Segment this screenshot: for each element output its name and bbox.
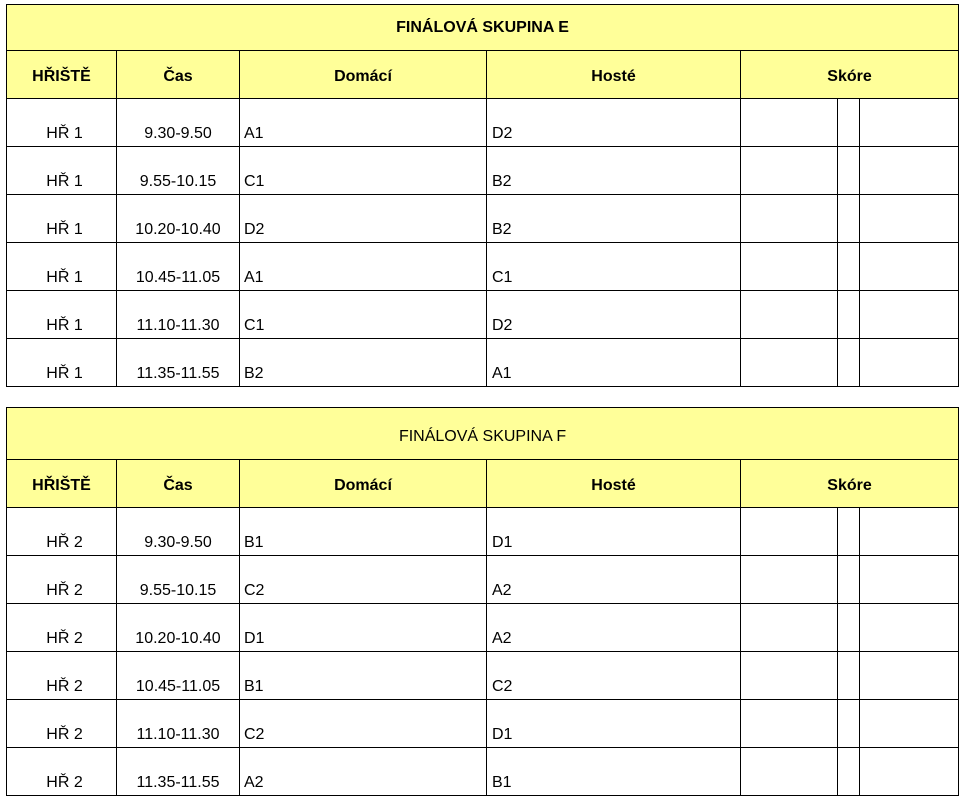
home-score-cell[interactable] <box>741 748 838 796</box>
home-team-cell: C1 <box>240 291 487 339</box>
column-header-time: Čas <box>117 51 240 99</box>
away-score-cell[interactable] <box>860 243 959 291</box>
away-team-cell: D2 <box>487 99 741 147</box>
home-team-cell: B2 <box>240 339 487 387</box>
time-cell: 11.10-11.30 <box>117 291 240 339</box>
table-row <box>7 748 959 796</box>
away-score-cell[interactable] <box>860 99 959 147</box>
home-team-cell: C2 <box>240 556 487 604</box>
table-row <box>7 243 959 291</box>
table-row <box>7 291 959 339</box>
field-cell: HŘ 2 <box>7 700 117 748</box>
field-cell: HŘ 2 <box>7 604 117 652</box>
home-score-cell[interactable] <box>741 195 838 243</box>
table-row <box>7 147 959 195</box>
score-separator-cell <box>838 195 860 243</box>
score-separator-cell <box>838 748 860 796</box>
home-team-cell: C1 <box>240 147 487 195</box>
table-row <box>7 195 959 243</box>
time-cell: 10.20-10.40 <box>117 195 240 243</box>
field-cell: HŘ 1 <box>7 99 117 147</box>
time-cell: 10.20-10.40 <box>117 604 240 652</box>
field-cell: HŘ 1 <box>7 291 117 339</box>
score-separator-cell <box>838 99 860 147</box>
away-team-cell: C1 <box>487 243 741 291</box>
score-separator-cell <box>838 604 860 652</box>
away-score-cell[interactable] <box>860 508 959 556</box>
table-row <box>7 508 959 556</box>
home-score-cell[interactable] <box>741 556 838 604</box>
time-cell: 11.35-11.55 <box>117 339 240 387</box>
away-team-cell: B2 <box>487 147 741 195</box>
table-row <box>7 604 959 652</box>
field-cell: HŘ 1 <box>7 147 117 195</box>
column-header-away: Hosté <box>487 460 741 508</box>
group-title: FINÁLOVÁ SKUPINA F <box>7 408 959 460</box>
group-title: FINÁLOVÁ SKUPINA E <box>7 5 959 51</box>
home-team-cell: D2 <box>240 195 487 243</box>
away-team-cell: A2 <box>487 604 741 652</box>
home-team-cell: B1 <box>240 508 487 556</box>
away-team-cell: C2 <box>487 652 741 700</box>
time-cell: 10.45-11.05 <box>117 652 240 700</box>
time-cell: 9.55-10.15 <box>117 556 240 604</box>
time-cell: 11.35-11.55 <box>117 748 240 796</box>
time-cell: 10.45-11.05 <box>117 243 240 291</box>
group-f-table <box>6 407 958 796</box>
away-team-cell: D2 <box>487 291 741 339</box>
score-separator-cell <box>838 147 860 195</box>
home-score-cell[interactable] <box>741 652 838 700</box>
score-separator-cell <box>838 700 860 748</box>
table-row <box>7 556 959 604</box>
home-team-cell: A1 <box>240 99 487 147</box>
time-cell: 11.10-11.30 <box>117 700 240 748</box>
table-row <box>7 700 959 748</box>
table-row <box>7 652 959 700</box>
home-score-cell[interactable] <box>741 508 838 556</box>
away-score-cell[interactable] <box>860 556 959 604</box>
away-team-cell: B1 <box>487 748 741 796</box>
score-separator-cell <box>838 339 860 387</box>
away-score-cell[interactable] <box>860 604 959 652</box>
column-header-field: HŘIŠTĚ <box>7 460 117 508</box>
away-team-cell: A1 <box>487 339 741 387</box>
away-team-cell: A2 <box>487 556 741 604</box>
home-score-cell[interactable] <box>741 291 838 339</box>
score-separator-cell <box>838 508 860 556</box>
home-score-cell[interactable] <box>741 604 838 652</box>
field-cell: HŘ 2 <box>7 508 117 556</box>
home-team-cell: D1 <box>240 604 487 652</box>
score-separator-cell <box>838 291 860 339</box>
time-cell: 9.55-10.15 <box>117 147 240 195</box>
field-cell: HŘ 1 <box>7 339 117 387</box>
column-header-away: Hosté <box>487 51 741 99</box>
home-team-cell: B1 <box>240 652 487 700</box>
column-header-field: HŘIŠTĚ <box>7 51 117 99</box>
home-team-cell: C2 <box>240 700 487 748</box>
home-team-cell: A2 <box>240 748 487 796</box>
away-team-cell: D1 <box>487 508 741 556</box>
away-score-cell[interactable] <box>860 195 959 243</box>
away-score-cell[interactable] <box>860 339 959 387</box>
home-score-cell[interactable] <box>741 339 838 387</box>
field-cell: HŘ 2 <box>7 748 117 796</box>
home-score-cell[interactable] <box>741 147 838 195</box>
group-e-table <box>6 4 958 387</box>
home-score-cell[interactable] <box>741 700 838 748</box>
field-cell: HŘ 2 <box>7 652 117 700</box>
away-team-cell: B2 <box>487 195 741 243</box>
home-team-cell: A1 <box>240 243 487 291</box>
away-score-cell[interactable] <box>860 291 959 339</box>
column-header-score: Skóre <box>741 51 959 99</box>
score-separator-cell <box>838 556 860 604</box>
away-score-cell[interactable] <box>860 700 959 748</box>
home-score-cell[interactable] <box>741 99 838 147</box>
column-header-home: Domácí <box>240 460 487 508</box>
column-header-home: Domácí <box>240 51 487 99</box>
table-row <box>7 339 959 387</box>
column-header-time: Čas <box>117 460 240 508</box>
score-separator-cell <box>838 243 860 291</box>
table-row <box>7 99 959 147</box>
field-cell: HŘ 1 <box>7 243 117 291</box>
home-score-cell[interactable] <box>741 243 838 291</box>
time-cell: 9.30-9.50 <box>117 508 240 556</box>
column-header-score: Skóre <box>741 460 959 508</box>
away-team-cell: D1 <box>487 700 741 748</box>
away-score-cell[interactable] <box>860 147 959 195</box>
time-cell: 9.30-9.50 <box>117 99 240 147</box>
field-cell: HŘ 2 <box>7 556 117 604</box>
score-separator-cell <box>838 652 860 700</box>
away-score-cell[interactable] <box>860 748 959 796</box>
away-score-cell[interactable] <box>860 652 959 700</box>
field-cell: HŘ 1 <box>7 195 117 243</box>
